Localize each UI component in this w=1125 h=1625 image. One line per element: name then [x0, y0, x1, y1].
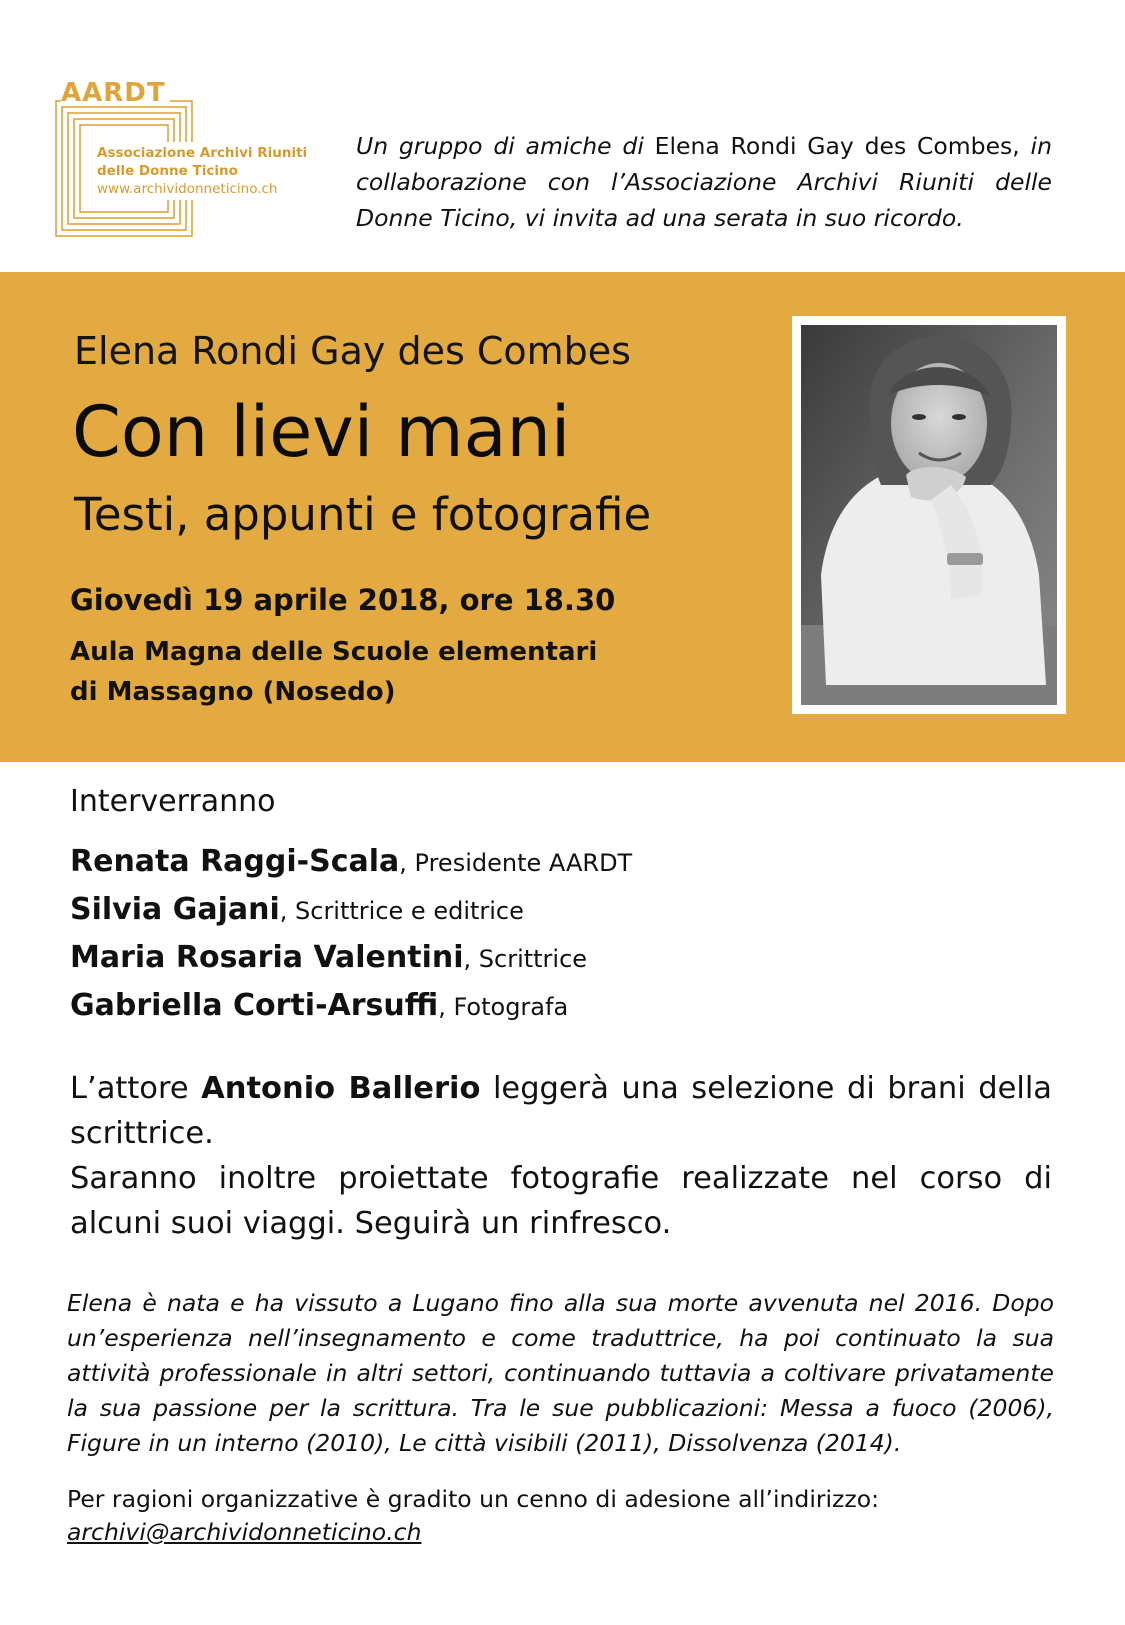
- speaker-name: Maria Rosaria Valentini: [70, 940, 464, 975]
- speaker-item: [70, 934, 632, 982]
- venue-line-1: Aula Magna delle Scuole elementari: [70, 637, 598, 667]
- speakers-heading: Interverranno: [70, 784, 276, 819]
- portrait-photo-icon: [801, 325, 1057, 705]
- logo-wordmark: AARDT: [61, 80, 170, 106]
- speaker-name: Renata Raggi-Scala: [70, 844, 400, 879]
- speaker-item: [70, 838, 632, 886]
- event-venue: [70, 632, 597, 712]
- event-author: Elena Rondi Gay des Combes: [74, 329, 631, 373]
- event-title: Con lievi mani: [72, 391, 571, 473]
- program-paragraph-2: Saranno inoltre proiettate fotografie realizzate nel corso di alcuni suoi viaggi. Seguirà un rinfresco.: [70, 1161, 1052, 1241]
- author-bio: Elena è nata e ha vissuto a Lugano fino alla sua morte avvenuta nel 2016. Dopo un’esperienza nell’insegnamento e come traduttrice, ha poi continuato la sua attività professionale in altri settori, continuando tuttavia a coltivare privatamente la sua passione per la scrittura. Tra le sue pubblicazioni: Messa a fuoco (2006), Figure in un interno (2010), Le città visibili (2011), Dissolvenza (2014).: [67, 1289, 1054, 1457]
- logo-url: www.archividonneticino.ch: [97, 181, 278, 197]
- logo-line-1: Associazione Archivi Riuniti: [97, 145, 308, 161]
- program-paragraph-1: [70, 1066, 1052, 1156]
- intro-name: Elena Rondi Gay des Combes,: [654, 132, 1020, 160]
- speakers-list: [70, 838, 632, 1030]
- speaker-item: [70, 982, 632, 1030]
- rsvp-email-link[interactable]: archivi@archividonneticino.ch: [67, 1518, 422, 1546]
- actor-name: Antonio Ballerio: [201, 1071, 481, 1106]
- logo-caption: [93, 142, 311, 200]
- speaker-name: Silvia Gajani: [70, 892, 280, 927]
- intro-paragraph: [356, 128, 1052, 236]
- event-date: Giovedì 19 aprile 2018, ore 18.30: [70, 583, 616, 617]
- speaker-name: Gabriella Corti-Arsuffi: [70, 988, 439, 1023]
- rsvp-text: Per ragioni organizzative è gradito un cenno di adesione all’indirizzo:: [67, 1485, 880, 1513]
- logo-line-2: delle Donne Ticino: [97, 163, 238, 179]
- speaker-role: , Fotografa: [438, 993, 569, 1021]
- speaker-role: , Scrittrice e editrice: [279, 897, 524, 925]
- p1-after: leggerà una selezione di brani della scrittrice.: [70, 1071, 1052, 1151]
- speaker-role: , Presidente AARDT: [399, 849, 633, 877]
- program-description: [70, 1066, 1052, 1246]
- speaker-role: , Scrittrice: [463, 945, 588, 973]
- rsvp-note: [67, 1483, 879, 1549]
- portrait-photo: [792, 316, 1066, 714]
- intro-part-2: in collaborazione con l’Associazione Archivi Riuniti delle Donne Ticino, vi invita ad una serata in suo ricordo.: [356, 132, 1052, 232]
- p1-before: L’attore: [70, 1071, 189, 1106]
- event-subtitle: Testi, appunti e fotografie: [74, 488, 652, 541]
- aardt-logo: [55, 80, 315, 238]
- venue-line-2: di Massagno (Nosedo): [70, 677, 396, 707]
- intro-part-1: Un gruppo di amiche di: [356, 132, 644, 160]
- speaker-item: [70, 886, 632, 934]
